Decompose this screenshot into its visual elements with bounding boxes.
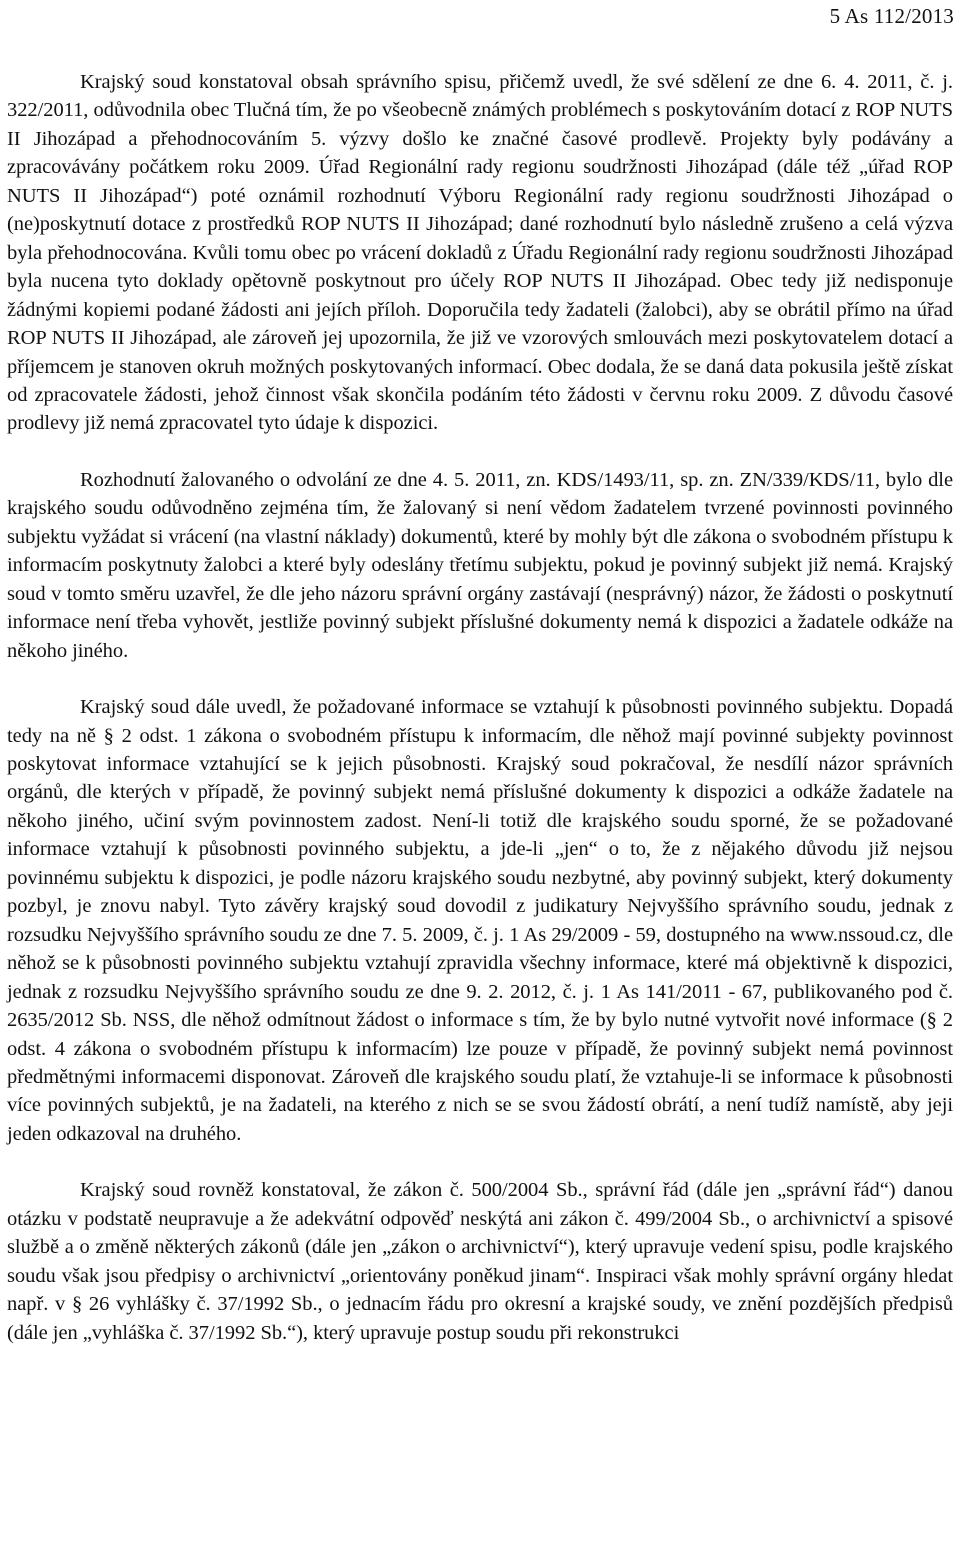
paragraph-1: Krajský soud konstatoval obsah správního spisu, přičemž uvedl, že své sdělení ze dne 6. 4. 2011, č. j. 322/2011, odůvodnila obec Tlučná tím, že po všeobecně známých problémech s poskytováním dotací z ROP NUTS II Jihozápad a přehodnocováním 5. výzvy došlo ke značné časové prodlevě. Projekty byly podávány a zpracovávány počátkem roku 2009. Úřad Regionální rady regionu soudržnosti Jihozápad (dále též „úřad ROP NUTS II Jihozápad“) poté oznámil rozhodnutí Výboru Regionální rady regionu soudržnosti Jihozápad o (ne)poskytnutí dotace z prostředků ROP NUTS II Jihozápad; dané rozhodnutí bylo následně zrušeno a celá výzva byla přehodnocována. Kvůli tomu obec po vrácení dokladů z Úřadu Regionální rady regionu soudržnosti Jihozápad byla nucena tyto doklady opětovně poskytnout pro účely ROP NUTS II Jihozápad. Obec tedy již nedisponuje žádnými kopiemi podané žádosti ani jejích příloh. Doporučila tedy žadateli (žalobci), aby se obrátil přímo na úřad ROP NUTS II Jihozápad, ale zároveň jej upozornila, že již ve vzorových smlouvách mezi poskytovatelem dotací a příjemcem je stanoven okruh možných poskytovaných informací. Obec dodala, že se daná data pokusila ještě získat od zpracovatele žádosti, jehož činnost však skončila podáním této žádosti v červnu roku 2009. Z důvodu časové prodlevy již nemá zpracovatel tyto údaje k dispozici. (7, 71, 953, 435)
paragraph-3: Krajský soud dále uvedl, že požadované informace se vztahují k působnosti povinného subjektu. Dopadá tedy na ně § 2 odst. 1 zákona o svobodném přístupu k informacím, dle něhož mají povinné subjekty povinnost poskytovat informace vztahující se k jejich působnosti. Krajský soud pokračoval, že nesdílí názor správních orgánů, dle kterých v případě, že povinný subjekt nemá příslušné dokumenty k dispozici a odkáže žadatele na někoho jiného, učiní svým povinnostem zadost. Není-li totiž dle krajského soudu sporné, že se požadované informace vztahují k působnosti povinného subjektu, a jde-li „jen“ o to, že z nějakého důvodu již nejsou povinnému subjektu k dispozici, je podle názoru krajského soudu nezbytné, aby povinný subjekt, který dokumenty pozbyl, je znovu nabyl. Tyto závěry krajský soud dovodil z judikatury Nejvyššího správního soudu, jednak z rozsudku Nejvyššího správního soudu ze dne 7. 5. 2009, č. j. 1 As 29/2009 - 59, dostupného na www.nssoud.cz, dle něhož se k působnosti povinného subjektu vztahují zpravidla všechny informace, které má objektivně k dispozici, jednak z rozsudku Nejvyššího správního soudu ze dne 9. 2. 2012, č. j. 1 As 141/2011 - 67, publikovaného pod č. 2635/2012 Sb. NSS, dle něhož odmítnout žádost o informace s tím, že by bylo nutné vytvořit nové informace (§ 2 odst. 4 zákona o svobodném přístupu k informacím) lze pouze v případě, že povinný subjekt nemá povinnost předmětnými informacemi disponovat. Zároveň dle krajského soudu platí, že vztahuje-li se informace k působnosti více povinných subjektů, je na žadateli, na kterého z nich se se svou žádostí obrátí, a není tudíž namístě, aby jeji jeden odkazoval na druhého. (7, 696, 953, 1145)
case-number: 5 As 112/2013 (829, 4, 954, 28)
document-body (7, 68, 953, 1347)
paragraph-2: Rozhodnutí žalovaného o odvolání ze dne 4. 5. 2011, zn. KDS/1493/11, sp. zn. ZN/339/KDS/11, bylo dle krajského soudu odůvodněno zejména tím, že žalovaný si není vědom žadatelem tvrzené povinnosti povinného subjektu vyžádat si vrácení (na vlastní náklady) dokumentů, které by mohly být dle zákona o svobodném přístupu k informacím poskytnuty žalobci a které byly odeslány třetímu subjektu, pokud je povinný subjekt již nemá. Krajský soud v tomto směru uzavřel, že dle jeho názoru správní orgány zastávají (nesprávný) názor, že žádosti o poskytnutí informace není třeba vyhovět, jestliže povinný subjekt příslušné dokumenty nemá k dispozici a žadatele odkáže na někoho jiného. (7, 468, 953, 662)
paragraph-4: Krajský soud rovněž konstatoval, že zákon č. 500/2004 Sb., správní řád (dále jen „správní řád“) danou otázku v podstatě neupravuje a že adekvátní odpověď neskýtá ani zákon č. 499/2004 Sb., o archivnictví a spisové službě a o změně některých zákonů (dále jen „zákon o archivnictví“), který upravuje vedení spisu, podle krajského soudu však jsou předpisy o archivnictví „orientovány poněkud jinam“. Inspiraci však mohly správní orgány hledat např. v § 26 vyhlášky č. 37/1992 Sb., o jednacím řádu pro okresní a krajské soudy, ve znění pozdějších předpisů (dále jen „vyhláška č. 37/1992 Sb.“), který upravuje postup soudu při rekonstrukci (7, 1179, 953, 1344)
